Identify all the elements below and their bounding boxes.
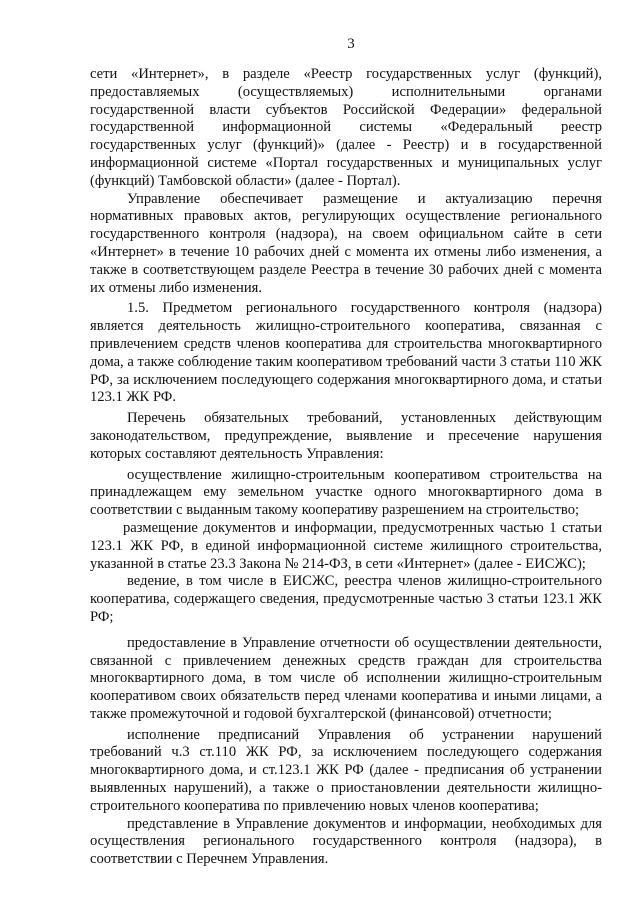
paragraph-normative-acts: Управление обеспечивает размещение и актуализацию перечня нормативных правовых актов, регулирующих осуществление регионального государственного контроля (надзора), на своем официальном сайте в сети «Интернет» в течение 10 рабочих дней с момента их отмены либо изменения, а также в соответствующем разделе Реестра в течение 30 рабочих дней с момента их отмены либо изменения. [90,190,602,296]
list-item-documents-submission: представление в Управление документов и информации, необходимых для осуществления регионального государственного контроля (надзора), в соответствии с Перечнем Управления. [90,815,602,868]
list-item-documents-placement: размещение документов и информации, предусмотренных частью 1 статьи 123.1 ЖК РФ, в единой информационной системе жилищного строительства, указанной в статье 23.3 Закона № 214-ФЗ, в сети «Интернет» (далее - ЕИСЖС); [90,519,602,572]
paragraph-portal: сети «Интернет», в разделе «Реестр государственных услуг (функций), предоставляемых (осуществляемых) исполнительными органами государственной власти субъектов Российской Федерации» федеральной государственной информационной системы «Федеральный реестр государственных услуг (функций)» (далее - Реестр) и в государственной информационной системе «Портал государственных и муниципальных услуг (функций) Тамбовской области» (далее - Портал). [90,66,602,189]
list-item-members-registry: ведение, в том числе в ЕИСЖС, реестра членов жилищно-строительного кооператива, содержащего сведения, предусмотренные частью 3 статьи 123.1 ЖК РФ; [90,573,602,625]
page-number: 3 [347,36,355,52]
paragraph-subject-of-control: 1.5. Предметом регионального государственного контроля (надзора) является деятельность жилищно-строительного кооператива, связанная с привлечением средств членов кооператива для строительства многоквартирного дома, а также соблюдение таким кооперативом требований части 3 статьи 110 ЖК РФ, за исключением последующего содержания многоквартирного дома, и статьи 123.1 ЖК РФ. [90,300,602,406]
list-item-reporting: предоставление в Управление отчетности об осуществлении деятельности, связанной с привлечением денежных средств граждан для строительства многоквартирного дома, в том числе об исполнении жилищно-строительным кооперативом своих обязательств перед членами кооператива и иными лицами, а также промежуточной и годовой бухгалтерской (финансовой) отчетности; [90,634,602,722]
list-item-orders-execution: исполнение предписаний Управления об устранении нарушений требований ч.3 ст.110 ЖК РФ, за исключением последующего содержания многоквартирного дома, и ст.123.1 ЖК РФ (далее - предписания об устранении выявленных нарушений), а также о приостановлении деятельности жилищно-строительного кооператива по привлечению новых членов кооператива; [90,726,602,814]
paragraph-requirements-list-intro: Перечень обязательных требований, установленных действующим законодательством, предупреждение, выявление и пресечение нарушения которых составляют деятельность Управления: [90,410,602,462]
list-item-construction: осуществление жилищно-строительным кооперативом строительства на принадлежащем ему земельном участке одного многоквартирного дома в соответствии с выданным такому кооперативу разрешением на строительство; [90,466,602,519]
